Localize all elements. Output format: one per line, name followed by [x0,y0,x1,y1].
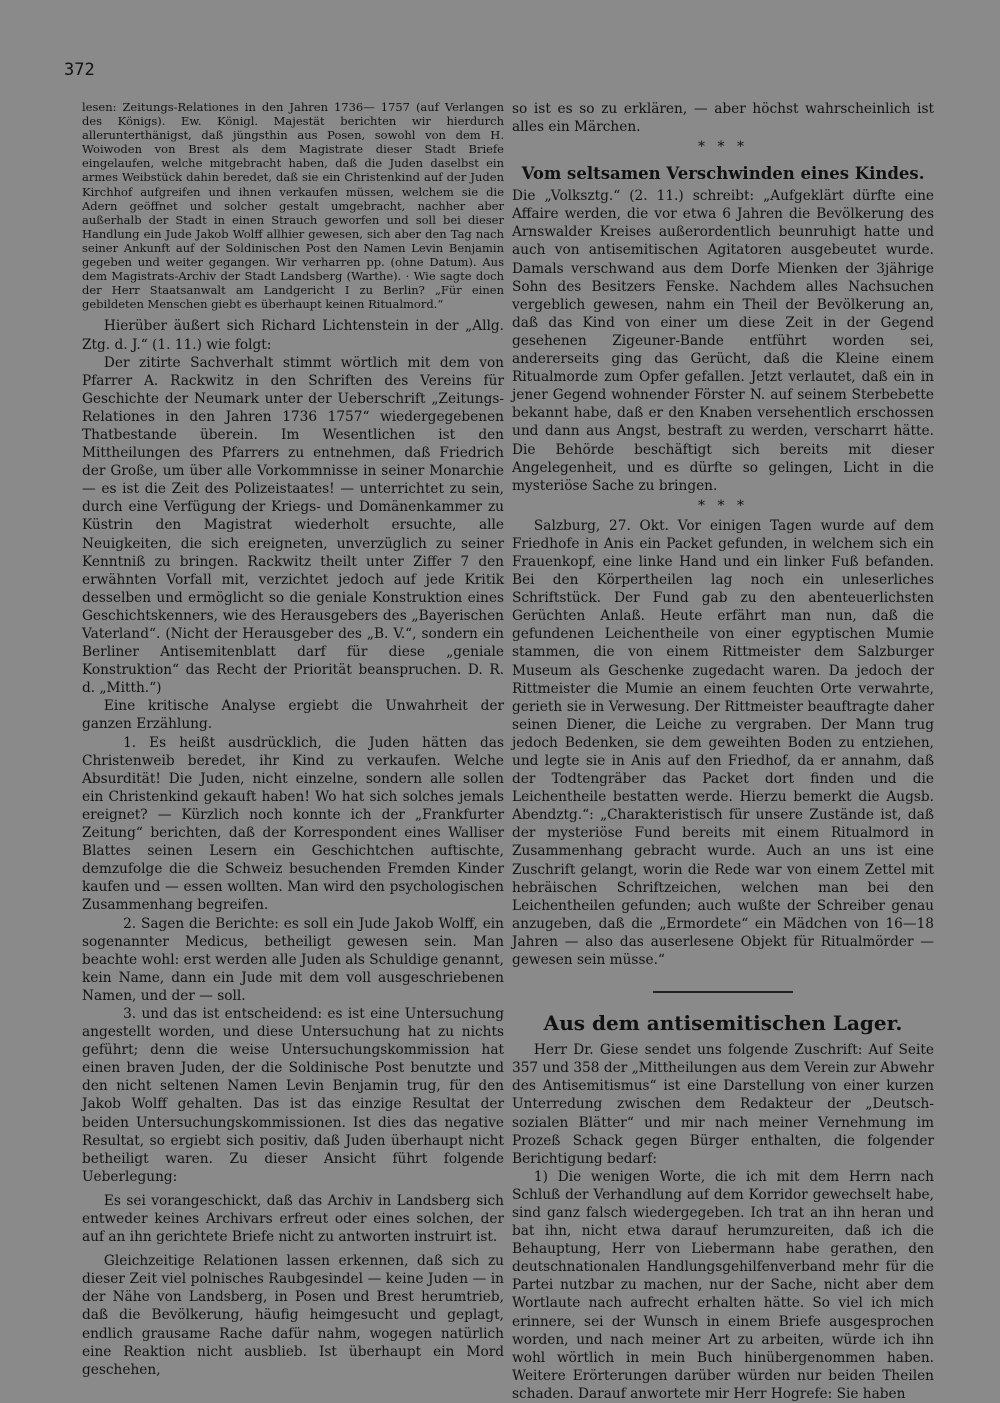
section-rule [653,991,793,993]
left-paragraph-6: 3. und das ist entscheidend: es ist eine Untersuchung angestellt worden, und diese Untersuchung hat zu nichts geführt; denn die weise Untersuchungskommission hat einen braven Juden, der die Soldinische Post benutzte und den nicht seltenen Namen Levin Benjamin trug, für den Jakob Wolff gehalten. Das ist das einzige Resultat der beiden Untersuchungskommissionen. Ist dies das negative Resultat, so ergiebt sich positiv, daß Juden überhaupt nicht betheiligt waren. Zu dieser Ansicht führt folgende Ueberlegung: [82,1005,504,1185]
left-paragraph-2: Der zitirte Sachverhalt stimmt wörtlich mit dem von Pfarrer A. Rackwitz in den Schriften des Vereins für Geschichte der Neumark unter der Ueberschrift „Zeitungs-Relationes in den Jahren 1736 1757“ wiedergegebenen Thatbestande überein. Im Wesentlichen ist den Mittheilungen des Pfarrers zu entnehmen, daß Friedrich der Große, um über alle Vorkommnisse in seiner Monarchie — es ist die Zeit des Polizeistaates! — unterrichtet zu sein, durch eine Verfügung der Kriegs- und Domänenkammer zu Küstrin den Magistrat wiederholt ersuchte, alle Neuigkeiten, die sich ereigneten, unverzüglich zu seiner Kenntniß zu bringen. Rackwitz theilt unter Ziffer 7 den erwähnten Vorfall mit, verzichtet jedoch auf jede Kritik desselben und ermöglicht so die geniale Konstruktion eines Geschichtskenners, wie des Herausgebers des „Bayerischen Vaterland“. (Nicht der Herausgeber des „B. V.“, sondern ein Berliner Antisemitenblatt darf für diese „geniale Konstruktion“ das Recht der Priorität beanspruchen. D. R. d. „Mitth.“) [82,354,504,697]
left-paragraph-1: Hierüber äußert sich Richard Lichtenstein in der „Allg. Ztg. d. J.“ (1. 11.) wie folgt: [82,318,504,353]
right-paragraph-point-1: 1) Die wenigen Worte, die ich mit dem Herrn nach Schluß der Verhandlung auf dem Korridor gewechselt habe, sind ganz falsch wiedergegeben. Ich trat an ihn heran und bat ihn, nicht etwa darauf herumzureiten, daß ich die Behauptung, Herr von Liebermann habe gerathen, den deutschnationalen Handlungsgehilfenverband mehr für die Partei nutzbar zu machen, nur der Sache, nicht aber dem Wortlaute nach aufrecht erhalten hätte. So viel ich mich erinnere, sei der Wunsch in einem Briefe ausgesprochen worden, und nach meiner Art zu arbeiten, würde ich ihn wohl wörtlich in mein Buch hinübergenommen haben. Weitere Erörterungen darüber würden nur beiden Theilen schaden. Darauf anwortete mir Herr Hogrefe: Sie haben [512,1168,934,1402]
left-paragraph-8: Gleichzeitige Relationen lassen erkennen, daß sich zu dieser Zeit viel polnisches Raubgesindel — keine Juden — in der Nähe von Landsberg, in Posen und Brest herumtrieb, daß die Bevölkerung, häufig heimgesucht und geplagt, endlich grausame Rache dafür nahm, wogegen natürlich eine Reaktion nicht ausblieb. Ist überhaupt ein Mord geschehen, [82,1253,504,1378]
left-paragraph-4: 1. Es heißt ausdrücklich, die Juden hätten das Christenweib beredet, ihr Kind zu verkaufen. Welche Absurdität! Die Juden, nicht einzelne, sondern alle sollen ein Christenkind gekauft haben! Wo hat sich solches jemals ereignet? — Kürzlich noch konnte ich der „Frankfurter Zeitung“ berichten, daß der Korrespondent eines Walliser Blattes seinen Lesern ein Geschichtchen auftischte, demzufolge die die Schweiz besuchenden Fremden Kinder kaufen und — essen wollten. Man wird den psychologischen Zusammenhang begreifen. [82,734,504,914]
section-heading-antisemitic-camp: Aus dem antisemitischen Lager. [543,1011,903,1036]
left-paragraph-5: 2. Sagen die Berichte: es soll ein Jude Jakob Wolff, ein sogenannter Medicus, betheiligt gewesen sein. Man beachte wohl: erst werden alle Juden als Schuldige genannt, kein Name, dann ein Jude mit dem voll ausgeschriebenen Namen, und der — soll. [82,915,504,1004]
section-divider-stars: * * * [698,497,748,514]
page-number: 372 [64,60,95,80]
right-paragraph-2: Die „Volksztg.“ (2. 11.) schreibt: „Aufgeklärt dürfte eine Affaire werden, die vor etwa 6 Jahren die Bevölkerung des Arnswalder Kreises außerordentlich beunruhigt hatte und auch von antisemitischen Agitatoren ausgebeutet wurde. Damals verschwand aus dem Dorfe Mienken der 3jährige Sohn des Besitzers Fenske. Nachdem alles Nachsuchen vergeblich gewesen, nahm ein Theil der Bevölkerung an, daß das Kind von einer um diese Zeit in der Gegend gesehenen Zigeuner-Bande entführt worden sei, andererseits ging das Gerücht, daß die Kleine einem Ritualmorde zum Opfer gefallen. Jetzt verlautet, daß ein in jener Gegend wohnender Förster N. auf seinem Sterbebette bekannt habe, daß er den Knaben versehentlich erschossen und dann aus Angst, bestraft zu werden, verscharrt hätte. Die Behörde beschäftigt sich bereits mit dieser Angelegenheit, und es dürfte so gelingen, Licht in die mysteriöse Sache zu bringen. [512,188,934,494]
left-column [82,100,504,1379]
left-paragraph-3: Eine kritische Analyse ergiebt die Unwahrheit der ganzen Erzählung. [82,698,504,733]
right-column [512,100,934,1403]
section-divider-stars: * * * [698,139,748,156]
left-paragraph-7: Es sei vorangeschickt, daß das Archiv in Landsberg sich entweder keines Archivars erfreut oder eines solchen, der auf an ihn gerichtete Briefe nicht zu antworten instruirt ist. [82,1192,504,1246]
article-heading-disappearance: Vom seltsamen Verschwinden eines Kindes. [521,164,925,184]
right-paragraph-salzburg: Salzburg, 27. Okt. Vor einigen Tagen wurde auf dem Friedhofe in Anis ein Packet gefunden, in welchem sich ein Frauenkopf, eine linke Hand und ein linker Fuß befanden. Bei den Körpertheilen lag noch ein unleserliches Schriftstück. Der Fund gab zu den abenteuerlichsten Gerüchten Anlaß. Heute erfährt man nun, daß die gefundenen Leichentheile von einer egyptischen Mumie stammen, die von einem Rittmeister dem Salzburger Museum als Geschenke zugedacht waren. Da jedoch der Rittmeister die Mumie an einem feuchten Orte verwahrte, gerieth sie in Verwesung. Der Rittmeister beauftragte daher seinen Diener, die Leiche zu vergraben. Der Mann trug jedoch Bedenken, sie dem geweihten Boden zu entziehen, und legte sie in Anis auf den Friedhof, da er annahm, daß der Todtengräber das Packet dort finden und die Leichentheile bestatten werde. Hierzu bemerkt die Augsb. Abendztg.“: „Charakteristisch für unsere Zustände ist, daß der mysteriöse Fund bereits mit einem Ritualmord in Zusammenhang gebracht wurde. Auch an uns ist eine Zuschrift gelangt, worin die Rede war von einem Zettel mit hebräischen Schriftzeichen, welchen man bei den Leichentheilen gefunden; auch wußte der Schreiber genau anzugeben, daß die „Ermordete“ ein Mädchen von 16—18 Jahren — also das auserlesene Objekt für Ritualmörder — gewesen sein müsse.“ [512,517,934,969]
right-paragraph-giese: Herr Dr. Giese sendet uns folgende Zuschrift: Auf Seite 357 und 358 der „Mittheilungen aus dem Verein zur Abwehr des Antisemitismus“ ist eine Darstellung von einer kurzen Unterredung zwischen dem Redakteur der „Deutsch-sozialen Blätter“ und mir nach meiner Vernehmung im Prozeß Schack gegen Bürger enthalten, die folgender Berichtigung bedarf: [512,1042,934,1167]
right-paragraph-1: so ist es so zu erklären, — aber höchst wahrscheinlich ist alles ein Märchen. [512,101,934,136]
quote-paragraph: lesen: Zeitungs-Relationes in den Jahren 1736— 1757 (auf Verlangen des Königs). Ew. Königl. Majestät berichten wir hierdurch allerunterthänigst, daß jüngsthin aus Posen, sowohl von dem H. Woiwoden von Brest als dem Magistrate dieser Stadt Briefe eingelaufen, welche mitgebracht haben, daß die Juden daselbst ein armes Weibstück dahin beredet, daß sie ein Christenkind auf der Juden Kirchhof aufgreifen und ihnen verkaufen müssen, welchem sie die Adern geöffnet und solcher gestalt umgebracht, nachher aber außerhalb der Stadt in einen Strauch geworfen und soll bei dieser Handlung ein Jude Jakob Wolff allhier gewesen, sich aber den Tag nach seiner Ankunft auf der Soldinischen Post den Namen Levin Benjamin gegeben und weiter gegangen. Wir verharren pp. (ohne Datum). Aus dem Magistrats-Archiv der Stadt Landsberg (Warthe). · Wie sagte doch der Herr Staatsanwalt am Landgericht I zu Berlin? „Für einen gebildeten Menschen giebt es überhaupt keinen Ritualmord.“ [82,100,504,312]
